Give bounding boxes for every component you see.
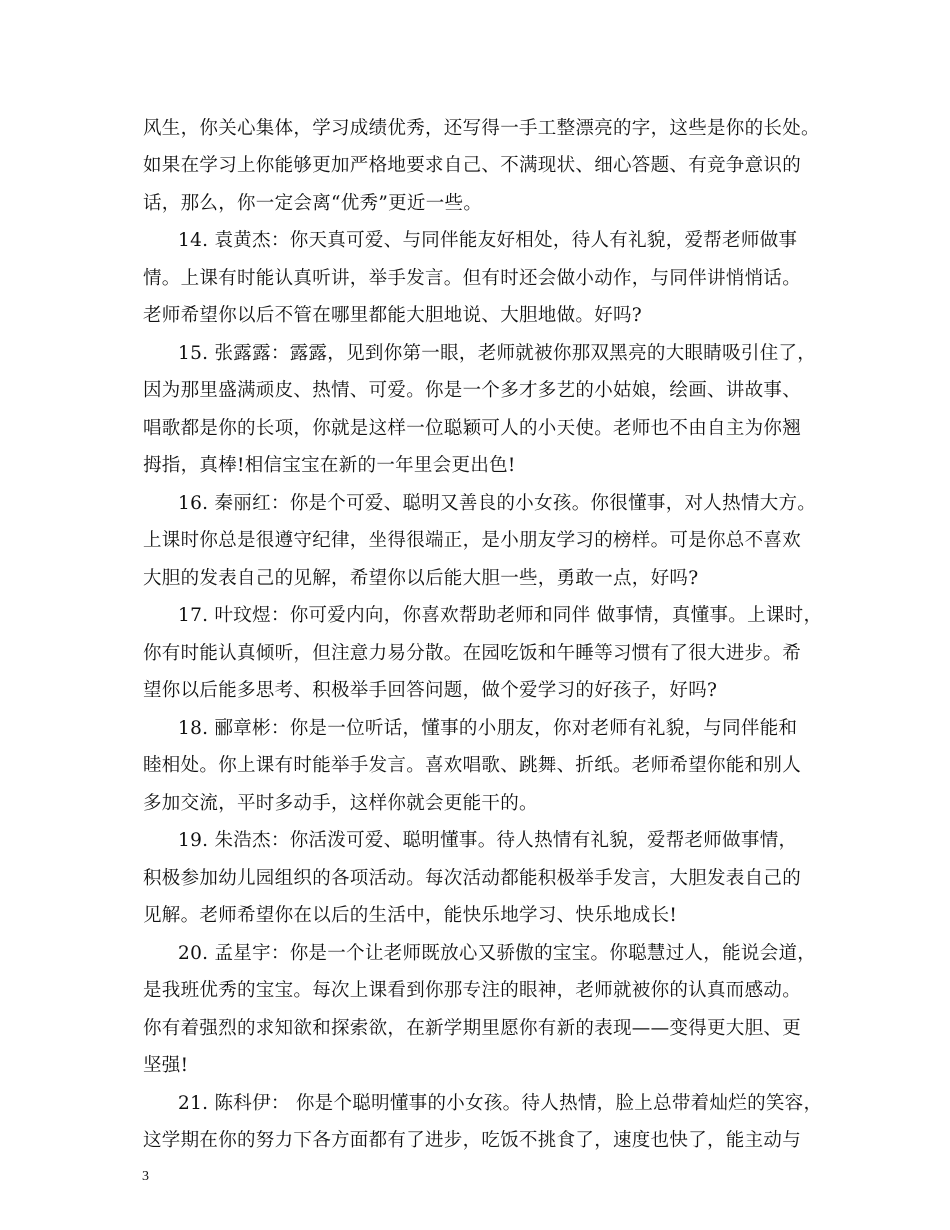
text-line: 坚强!	[143, 1055, 189, 1076]
text-line: 大胆的发表自己的见解，希望你以后能大胆一些，勇敢一点，好吗?	[143, 568, 699, 589]
text-line: 睦相处。你上课有时能举手发言。喜欢唱歌、跳舞、折纸。老师希望你能和别人	[143, 755, 802, 776]
text-line: 如果在学习上你能够更加严格地要求自己、不满现状、细心答题、有竞争意识的	[143, 155, 802, 176]
text-line: 多加交流，平时多动手，这样你就会更能干的。	[143, 793, 538, 814]
text-line: 风生，你关心集体，学习成绩优秀，还写得一手工整漂亮的字，这些是你的长处。	[143, 118, 820, 139]
text-line: 见解。老师希望你在以后的生活中，能快乐地学习、快乐地成长!	[143, 905, 678, 926]
text-line: 老师希望你以后不管在哪里都能大胆地说、大胆地做。好吗?	[143, 305, 643, 326]
text-line: 话，那么，你一定会离“优秀”更近一些。	[143, 193, 483, 214]
text-line: 因为那里盛满顽皮、热情、可爱。你是一个多才多艺的小姑娘，绘画、讲故事、	[143, 380, 802, 401]
page-number: 3	[142, 1169, 149, 1184]
text-line: 唱歌都是你的长项，你就是这样一位聪颖可人的小天使。老师也不由自主为你翘	[143, 418, 802, 439]
text-line: 上课时你总是很遵守纪律，坐得很端正，是小朋友学习的榜样。可是你总不喜欢	[143, 530, 802, 551]
paragraph-14-start: 14. 袁黄杰：你天真可爱、与同伴能友好相处，待人有礼貌，爱帮老师做事	[178, 230, 798, 251]
text-line: 望你以后能多思考、积极举手回答问题，做个爱学习的好孩子，好吗?	[143, 680, 718, 701]
text-line: 你有时能认真倾听，但注意力易分散。在园吃饭和午睡等习惯有了很大进步。希	[143, 643, 802, 664]
text-line: 拇指，真棒!相信宝宝在新的一年里会更出色!	[143, 455, 516, 476]
paragraph-16-start: 16. 秦丽红：你是个可爱、聪明又善良的小女孩。你很懂事，对人热情大方。	[178, 493, 817, 514]
paragraph-20-start: 20. 孟星宇：你是一个让老师既放心又骄傲的宝宝。你聪慧过人，能说会道，	[178, 943, 817, 964]
text-line: 情。上课有时能认真听讲，举手发言。但有时还会做小动作，与同伴讲悄悄话。	[143, 268, 802, 289]
paragraph-21-start: 21. 陈科伊： 你是个聪明懂事的小女孩。待人热情，脸上总带着灿烂的笑容，	[178, 1093, 823, 1114]
paragraph-17-start: 17. 叶玟煜：你可爱内向，你喜欢帮助老师和同伴 做事情，真懂事。上课时，	[178, 605, 823, 626]
paragraph-19-start: 19. 朱浩杰：你活泼可爱、聪明懂事。待人热情有礼貌，爱帮老师做事情，	[178, 830, 798, 851]
paragraph-18-start: 18. 郦章彬：你是一位听话，懂事的小朋友，你对老师有礼貌，与同伴能和	[178, 718, 798, 739]
text-line: 你有着强烈的求知欲和探索欲，在新学期里愿你有新的表现——变得更大胆、更	[143, 1018, 802, 1039]
text-line: 积极参加幼儿园组织的各项活动。每次活动都能积极举手发言，大胆发表自己的	[143, 868, 802, 889]
paragraph-15-start: 15. 张露露：露露，见到你第一眼，老师就被你那双黑亮的大眼睛吸引住了，	[178, 343, 817, 364]
text-line: 是我班优秀的宝宝。每次上课看到你那专注的眼神，老师就被你的认真而感动。	[143, 980, 802, 1001]
text-line: 这学期在你的努力下各方面都有了进步，吃饭不挑食了，速度也快了，能主动与	[143, 1130, 802, 1151]
